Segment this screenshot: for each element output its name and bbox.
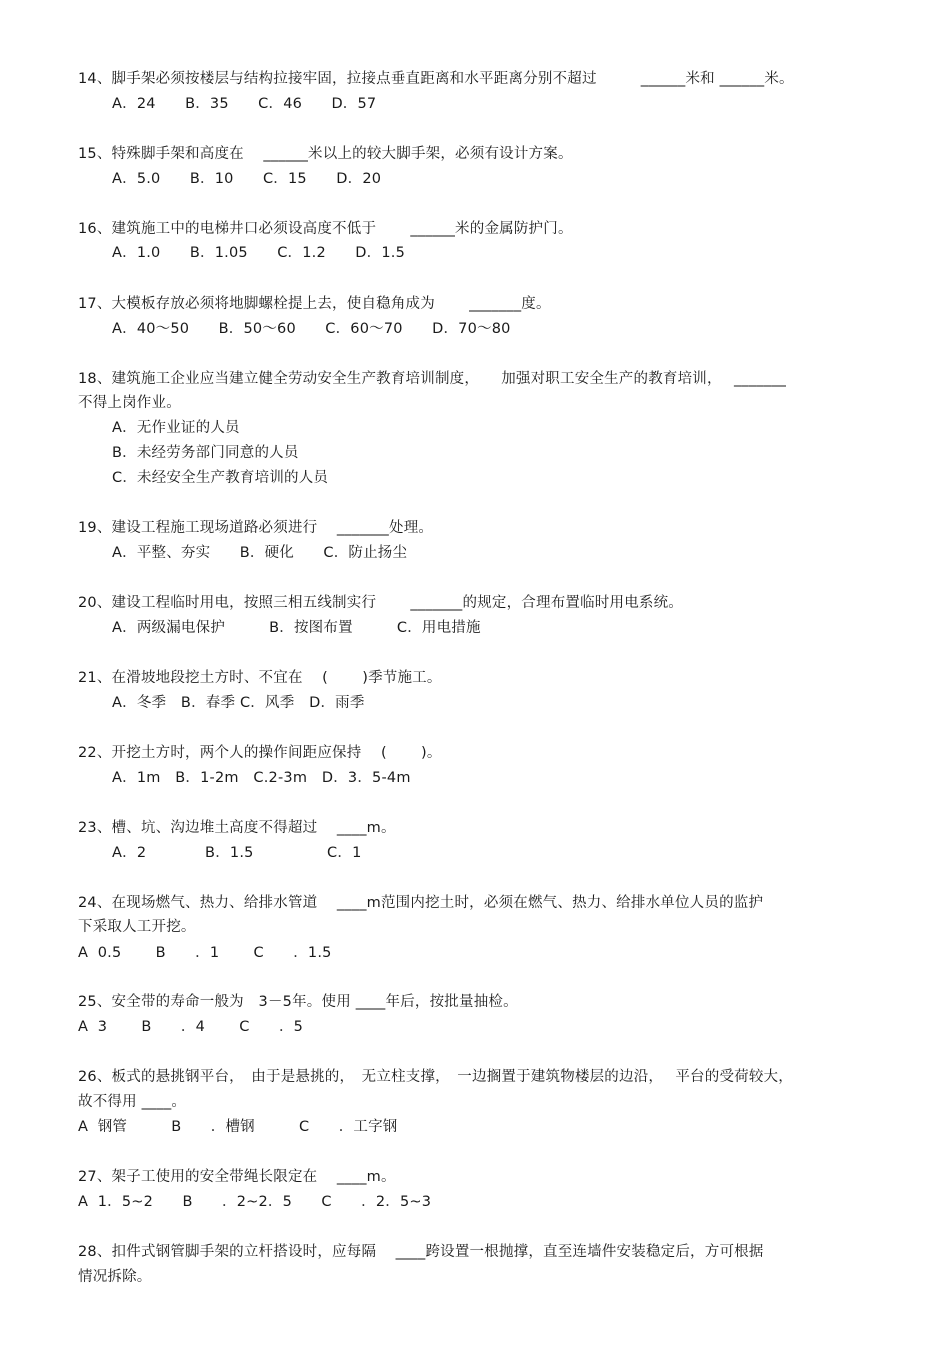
question-24-options: A 0.5 B ．1 C ．1.5 bbox=[78, 945, 332, 961]
question-22-options: A．1m B．1-2m C.2-3m D．3．5-4m bbox=[112, 770, 411, 786]
question-18-option-c: C．未经安全生产教育培训的人员 bbox=[112, 470, 329, 486]
question-27-text: 27、架子工使用的安全带绳长限定在 ____m。 bbox=[78, 1169, 396, 1185]
question-25-options: A 3 B ．4 C ．5 bbox=[78, 1019, 304, 1035]
question-25-text: 25、安全带的寿命一般为 3－5年。使用 ____年后，按批量抽检。 bbox=[78, 994, 518, 1010]
question-23-text: 23、槽、坑、沟边堆土高度不得超过 ____m。 bbox=[78, 820, 396, 836]
question-14-options: A．24 B．35 C．46 D．57 bbox=[112, 96, 377, 112]
question-23-options: A．2 B．1.5 C．1 bbox=[112, 845, 362, 861]
question-19-options: A．平整、夯实 B．硬化 C．防止扬尘 bbox=[112, 545, 408, 561]
question-18-option-a: A．无作业证的人员 bbox=[112, 420, 240, 436]
question-17-text: 17、大模板存放必须将地脚螺栓提上去，使自稳角成为 _______度。 bbox=[78, 296, 551, 312]
question-17-options: A．40～50 B．50～60 C．60～70 D．70～80 bbox=[112, 321, 511, 337]
question-21-options: A．冬季 B．春季 C．风季 D．雨季 bbox=[112, 695, 365, 711]
question-18-text-line1: 18、建筑施工企业应当建立健全劳动安全生产教育培训制度， 加强对职工安全生产的教育培训， _______ bbox=[78, 371, 787, 387]
question-15-text: 15、特殊脚手架和高度在 ______米以上的较大脚手架，必须有设计方案。 bbox=[78, 146, 573, 162]
question-26-options: A 钢管 B ．槽钢 C ．工字钢 bbox=[78, 1119, 398, 1135]
question-21-text: 21、在滑坡地段挖土方时、不宜在 ( )季节施工。 bbox=[78, 670, 442, 686]
question-14-text: 14、脚手架必须按楼层与结构拉接牢固，拉接点垂直距离和水平距离分别不超过 ______米和 ______米。 bbox=[78, 71, 794, 87]
question-22-text: 22、开挖土方时，两个人的操作间距应保持 ( )。 bbox=[78, 745, 442, 761]
question-24-text-line1: 24、在现场燃气、热力、给排水管道 ____m范围内挖土时，必须在燃气、热力、给排水单位人员的监护 bbox=[78, 895, 764, 911]
question-28-text-line2: 情况拆除。 bbox=[78, 1269, 152, 1285]
question-19-text: 19、建设工程施工现场道路必须进行 _______处理。 bbox=[78, 520, 434, 536]
question-15-options: A．5.0 B．10 C．15 D．20 bbox=[112, 171, 382, 187]
question-18-option-b: B．未经劳务部门同意的人员 bbox=[112, 445, 299, 461]
question-16-options: A．1.0 B．1.05 C．1.2 D．1.5 bbox=[112, 245, 406, 261]
question-20-text: 20、建设工程临时用电，按照三相五线制实行 _______的规定，合理布置临时用电系统。 bbox=[78, 595, 684, 611]
question-28-text-line1: 28、扣件式钢管脚手架的立杆搭设时，应每隔 ____跨设置一根抛撑，直至连墙件安装稳定后，方可根据 bbox=[78, 1244, 764, 1260]
question-26-text-line2: 故不得用 ____。 bbox=[78, 1094, 187, 1110]
question-16-text: 16、建筑施工中的电梯井口必须设高度不低于 ______米的金属防护门。 bbox=[78, 221, 573, 237]
question-27-options: A 1．5~2 B ．2~2．5 C ．2．5~3 bbox=[78, 1194, 432, 1210]
question-20-options: A．两级漏电保护 B．按图布置 C．用电措施 bbox=[112, 620, 481, 636]
question-26-text-line1: 26、板式的悬挑钢平台， 由于是悬挑的， 无立柱支撑， 一边搁置于建筑物楼层的边沿， 平台的受荷较大， bbox=[78, 1069, 793, 1085]
question-18-text-line2: 不得上岗作业。 bbox=[78, 395, 181, 411]
question-24-text-line2: 下采取人工开挖。 bbox=[78, 919, 196, 935]
